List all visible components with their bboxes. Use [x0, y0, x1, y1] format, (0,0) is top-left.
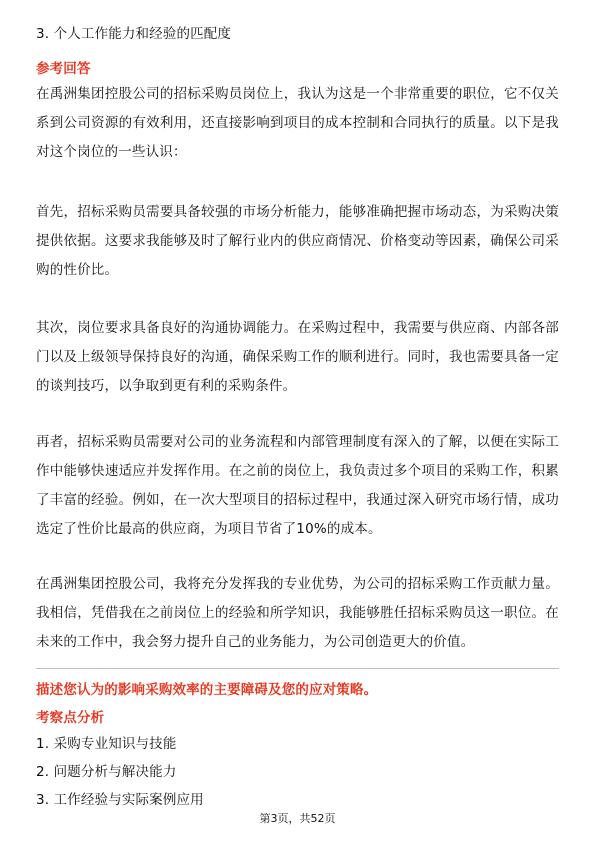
analysis-point: 1. 采购专业知识与技能: [36, 736, 177, 752]
section-divider: [36, 668, 559, 669]
answer-paragraph-intro: 在禹洲集团控股公司的招标采购员岗位上，我认为这是一个非常重要的职位，它不仅关系到公司资源的有效利用，还直接影响到项目的成本控制和合同执行的质量。以下是我对这个岗位的一些认识：: [36, 86, 559, 160]
section-heading: 3. 个人工作能力和经验的匹配度: [36, 26, 232, 42]
answer-paragraph-first: 首先，招标采购员需要具备较强的市场分析能力，能够准确把握市场动态，为采购决策提供依据。这要求我能够及时了解行业内的供应商情况、价格变动等因素，确保公司采购的性价比。: [36, 204, 559, 278]
answer-label: 参考回答: [36, 61, 91, 77]
answer-paragraph-second: 其次，岗位要求具备良好的沟通协调能力。在采购过程中，我需要与供应商、内部各部门以及上级领导保持良好的沟通，确保采购工作的顺利进行。同时，我也需要具备一定的谈判技巧，以争取到更有利的采购条件。: [36, 320, 559, 394]
analysis-point: 3. 工作经验与实际案例应用: [36, 792, 204, 808]
analysis-label: 考察点分析: [36, 710, 105, 726]
page-footer: 第3页，共52页: [259, 812, 336, 825]
analysis-point: 2. 问题分析与解决能力: [36, 764, 177, 780]
next-question: 描述您认为的影响采购效率的主要障碍及您的应对策略。: [36, 682, 378, 698]
document-page: [36, 0, 559, 842]
answer-paragraph-third: 再者，招标采购员需要对公司的业务流程和内部管理制度有深入的了解，以便在实际工作中能够快速适应并发挥作用。在之前的岗位上，我负责过多个项目的采购工作，积累了丰富的经验。例如，在一次大型项目的招标过程中，我通过深入研究市场行情，成功选定了性价比最高的供应商，为项目节省了10%的成本。: [36, 434, 559, 537]
answer-paragraph-conclusion: 在禹洲集团控股公司，我将充分发挥我的专业优势，为公司的招标采购工作贡献力量。我相信，凭借我在之前岗位上的经验和所学知识，我能够胜任招标采购员这一职位。在未来的工作中，我会努力提升自己的业务能力，为公司创造更大的价值。: [36, 576, 559, 650]
